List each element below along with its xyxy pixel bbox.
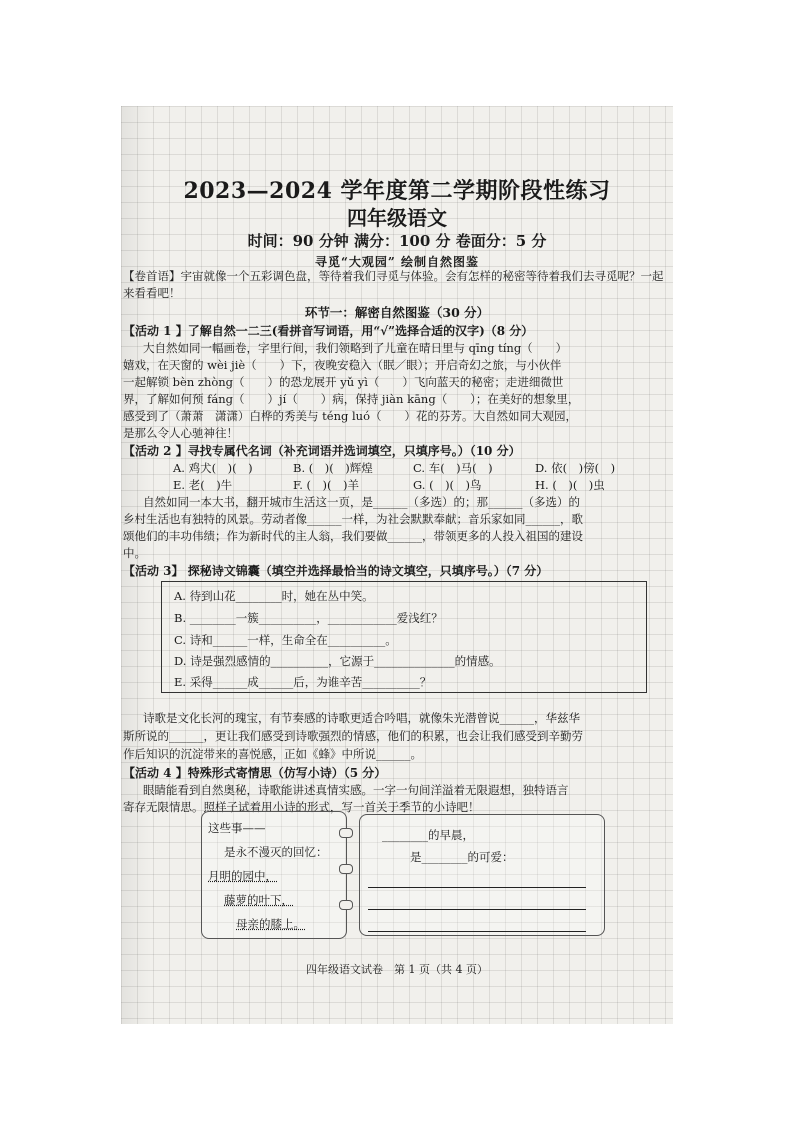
activity3-line: 作后知识的沉淀带来的喜悦感，正如《蜂》中所说______。	[123, 747, 422, 761]
poem-option: A. 待到山花________时，她在丛中笑。	[174, 589, 374, 603]
word-option: G. ( )( )鸟	[413, 478, 482, 492]
activity2-title: 【活动 2 】寻找专属代名词（补充词语并选词填空，只填序号。）（10 分）	[123, 444, 521, 458]
poem-option: D. 诗是强烈感情的__________，它源于______________的情感。	[174, 654, 501, 668]
example-poem-box	[201, 811, 347, 939]
word-option: C. 车( )马( )	[413, 461, 493, 475]
example-poem-line: 是永不漫灭的回忆：	[224, 845, 328, 859]
word-option: A. 鸡犬( )( )	[173, 461, 253, 475]
activity1-line: 大自然如同一幅画卷，字里行间，我们领略到了儿童在晴日里与 qīng tíng（ ）	[143, 341, 568, 355]
page-footer: 四年级语文试卷 第 1 页（共 4 页）	[306, 963, 488, 976]
activity1-line: 是那么令人心驰神往！	[123, 426, 238, 440]
activity2-line: 乡村生活也有独特的风景。劳动者像______一样，为社会默默奉献；音乐家如同______，歌	[123, 512, 583, 526]
answer-line[interactable]	[368, 909, 586, 910]
word-option: F. ( )( )羊	[293, 478, 359, 492]
activity2-line: 颂他们的丰功伟绩；作为新时代的主人翁，我们要做______，带领更多的人投入祖国的建设	[123, 529, 583, 543]
activity1-line: 嬉戏，在天窗的 wèi jiè（ ）下，夜晚安稳入（眠／眼）；开启奇幻之旅，与小伙伴	[123, 358, 562, 372]
answer-line[interactable]	[368, 931, 586, 932]
activity1-line: 一起解锁 bèn zhòng（ ）的恐龙展开 yǔ yì（ ）飞向蓝天的秘密；走进细微世	[123, 375, 564, 389]
section-heading: 环节一：解密自然图鉴（30 分）	[304, 305, 490, 320]
activity4-line: 眼睛能看到自然奥秘，诗歌能讲述真情实感。一字一句间洋溢着无限遐想，独特语言	[143, 783, 569, 797]
example-poem-line: 母亲的膝上。	[236, 917, 305, 931]
activity3-line: 斯所说的______，更让我们感受到诗歌强烈的情感，他们的积累，也会让我们感受到辛勤劳	[123, 729, 583, 743]
exam-title: 2023—2024 学年度第二学期阶段性练习	[183, 178, 611, 204]
activity4-line: 寄存无限情思。照样子试着用小诗的形式，写一首关于季节的小诗吧！	[123, 800, 480, 814]
intro-text: 【卷首语】宇宙就像一个五彩调色盘，等待着我们寻觅与体验。会有怎样的秘密等待着我们去寻觅呢？一起来看看吧！	[123, 269, 664, 300]
exam-info: 时间：90 分钟 满分：100 分 卷面分：5 分	[247, 232, 547, 250]
activity2-line: 中。	[123, 546, 146, 560]
activity1-line: 感受到了（萧萧 潇潇）白桦的秀美与 téng luó（ ）花的芬芳。大自然如同大观园，	[123, 409, 578, 423]
connector-ring	[339, 828, 353, 838]
template-line: 是________的可爱：	[410, 850, 514, 864]
activity4-title: 【活动 4 】特殊形式寄情思（仿写小诗）（5 分）	[123, 766, 387, 780]
exam-subject: 四年级语文	[347, 206, 447, 230]
poem-option: E. 采得______成______后，为谁辛苦__________？	[174, 675, 432, 689]
activity1-line: 界，了解如何预 fáng（ ）jí（ ）病，保持 jiàn kāng（ ）；在美好的想象里，	[123, 392, 580, 406]
word-option: D. 依( )傍( )	[535, 461, 616, 475]
poem-option: C. 诗和______一样，生命全在__________。	[174, 633, 397, 647]
template-line: ________的早晨，	[382, 828, 474, 842]
example-poem-line: 藤萝的叶下，	[224, 893, 293, 907]
word-option: B. ( )( )辉煌	[293, 461, 373, 475]
poem-option: B. ________一簇__________，____________爱浅红？	[174, 611, 443, 625]
activity3-title: 【活动 3】 探秘诗文锦囊（填空并选择最恰当的诗文填空，只填序号。）（7 分）	[123, 564, 549, 578]
example-poem-line: 月明的园中，	[208, 869, 277, 883]
exam-theme: 寻觅“大观园” 绘制自然图鉴	[315, 255, 479, 269]
word-option: E. 老( )牛	[173, 478, 233, 492]
activity1-title: 【活动 1 】了解自然一二三(看拼音写词语，用“√”选择合适的汉字)（8 分）	[123, 324, 534, 338]
poem-options-box	[161, 581, 647, 693]
answer-line[interactable]	[368, 887, 586, 888]
connector-ring	[339, 864, 353, 874]
connector-ring	[339, 900, 353, 910]
activity3-line: 诗歌是文化长河的瑰宝，有节奏感的诗歌更适合吟唱，就像朱光潜曾说______，华兹华	[143, 711, 580, 725]
word-option: H. ( )( )虫	[535, 478, 605, 492]
example-poem-line: 这些事——	[208, 821, 266, 835]
activity2-line: 自然如同一本大书，翻开城市生活这一页，是______（多选）的；那______（多选）的	[143, 495, 580, 509]
exam-paper	[121, 106, 673, 1024]
poem-writing-box	[359, 814, 605, 936]
